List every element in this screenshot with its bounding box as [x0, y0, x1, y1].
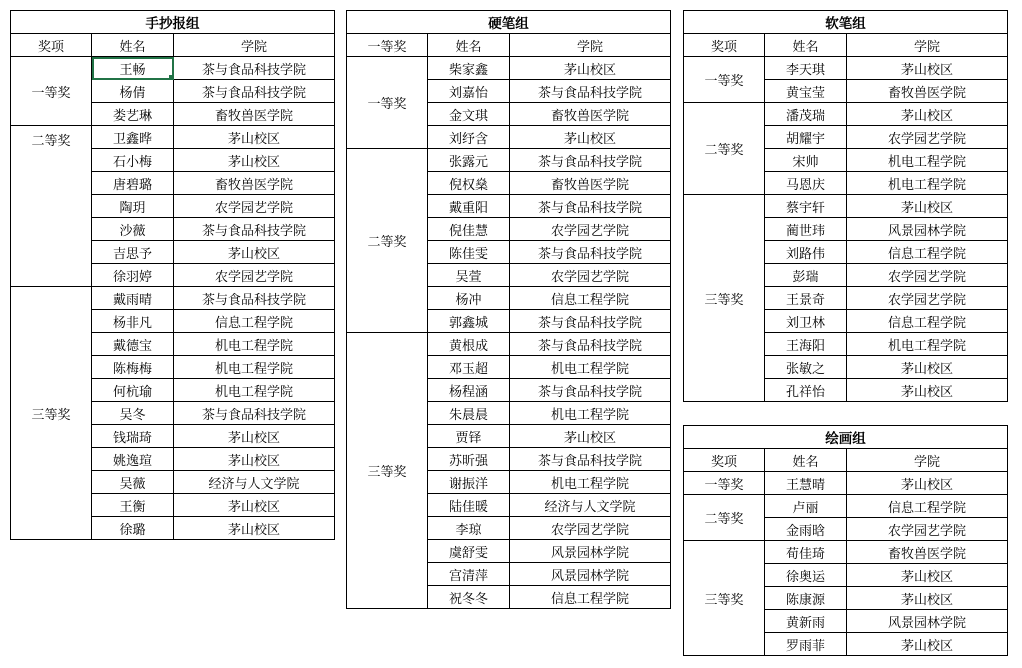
- name-cell[interactable]: 邓玉超: [428, 356, 510, 379]
- table-row: [11, 126, 335, 149]
- name-cell[interactable]: 姚逸瑄: [92, 448, 174, 471]
- college-cell[interactable]: 农学园艺学院: [510, 517, 671, 540]
- college-cell[interactable]: 畜牧兽医学院: [510, 103, 671, 126]
- table-row: [684, 103, 1008, 126]
- column-header-award: 奖项: [684, 449, 765, 472]
- name-cell[interactable]: 谢振洋: [428, 471, 510, 494]
- college-cell[interactable]: 农学园艺学院: [510, 218, 671, 241]
- name-cell[interactable]: 戴重阳: [428, 195, 510, 218]
- award-cell[interactable]: 一等奖: [684, 472, 765, 495]
- college-cell[interactable]: 茶与食品科技学院: [510, 149, 671, 172]
- column-header-college: 学院: [847, 34, 1008, 57]
- name-cell[interactable]: 胡耀宇: [765, 126, 847, 149]
- table-huihua: [683, 425, 1008, 656]
- college-cell[interactable]: 茶与食品科技学院: [174, 57, 335, 80]
- name-cell[interactable]: 祝冬冬: [428, 586, 510, 609]
- college-cell[interactable]: 茅山校区: [847, 379, 1008, 402]
- column-header-name: 姓名: [765, 449, 847, 472]
- name-cell[interactable]: 郭鑫城: [428, 310, 510, 333]
- name-cell[interactable]: 蔡宇轩: [765, 195, 847, 218]
- name-cell[interactable]: 吴萱: [428, 264, 510, 287]
- name-cell[interactable]: 石小梅: [92, 149, 174, 172]
- name-cell[interactable]: 吴冬: [92, 402, 174, 425]
- name-cell[interactable]: 彭瑞: [765, 264, 847, 287]
- college-cell[interactable]: 茶与食品科技学院: [510, 310, 671, 333]
- name-cell[interactable]: 卫鑫晔: [92, 126, 174, 149]
- college-cell[interactable]: 茅山校区: [174, 425, 335, 448]
- name-cell[interactable]: 卢丽: [765, 495, 847, 518]
- table-row: [684, 195, 1008, 218]
- award-cell[interactable]: 二等奖: [347, 149, 428, 333]
- college-cell[interactable]: 机电工程学院: [174, 379, 335, 402]
- name-cell[interactable]: 孔祥怡: [765, 379, 847, 402]
- name-cell[interactable]: 戴德宝: [92, 333, 174, 356]
- college-cell[interactable]: 茶与食品科技学院: [510, 241, 671, 264]
- college-cell[interactable]: 茅山校区: [174, 241, 335, 264]
- name-cell[interactable]: 李琼: [428, 517, 510, 540]
- column-header-award: 一等奖: [347, 34, 428, 57]
- name-cell[interactable]: 黄新雨: [765, 610, 847, 633]
- college-cell[interactable]: 茶与食品科技学院: [174, 218, 335, 241]
- column-header-award: 奖项: [11, 34, 92, 57]
- college-cell[interactable]: 机电工程学院: [510, 471, 671, 494]
- name-cell[interactable]: 王畅: [92, 57, 174, 80]
- college-cell[interactable]: 茅山校区: [174, 149, 335, 172]
- name-cell[interactable]: 唐碧璐: [92, 172, 174, 195]
- name-cell[interactable]: 吉思予: [92, 241, 174, 264]
- college-cell[interactable]: 农学园艺学院: [847, 126, 1008, 149]
- college-cell[interactable]: 风景园林学院: [510, 540, 671, 563]
- college-cell[interactable]: 农学园艺学院: [174, 264, 335, 287]
- award-cell[interactable]: 一等奖: [684, 57, 765, 103]
- college-cell[interactable]: 机电工程学院: [174, 333, 335, 356]
- college-cell[interactable]: 机电工程学院: [847, 149, 1008, 172]
- award-cell[interactable]: 二等奖: [684, 103, 765, 195]
- name-cell[interactable]: 朱晨晨: [428, 402, 510, 425]
- name-cell[interactable]: 陈康源: [765, 587, 847, 610]
- table-row: [347, 57, 671, 80]
- table-row: [684, 541, 1008, 564]
- name-cell[interactable]: 刘嘉怡: [428, 80, 510, 103]
- college-cell[interactable]: 茶与食品科技学院: [174, 80, 335, 103]
- college-cell[interactable]: 茅山校区: [847, 356, 1008, 379]
- college-cell[interactable]: 信息工程学院: [510, 287, 671, 310]
- college-cell[interactable]: 风景园林学院: [510, 563, 671, 586]
- name-cell[interactable]: 张露元: [428, 149, 510, 172]
- name-cell[interactable]: 倪权燊: [428, 172, 510, 195]
- name-cell[interactable]: 潘茂瑞: [765, 103, 847, 126]
- college-cell[interactable]: 信息工程学院: [847, 310, 1008, 333]
- name-cell[interactable]: 罗雨菲: [765, 633, 847, 656]
- college-cell[interactable]: 信息工程学院: [174, 310, 335, 333]
- name-cell[interactable]: 沙薇: [92, 218, 174, 241]
- college-cell[interactable]: 信息工程学院: [847, 495, 1008, 518]
- name-cell[interactable]: 杨倩: [92, 80, 174, 103]
- college-cell[interactable]: 茶与食品科技学院: [174, 402, 335, 425]
- name-cell[interactable]: 王慧晴: [765, 472, 847, 495]
- name-cell[interactable]: 刘路伟: [765, 241, 847, 264]
- college-cell[interactable]: 茅山校区: [510, 126, 671, 149]
- name-cell[interactable]: 虞舒雯: [428, 540, 510, 563]
- college-cell[interactable]: 茅山校区: [847, 195, 1008, 218]
- name-cell[interactable]: 李天琪: [765, 57, 847, 80]
- college-cell[interactable]: 茶与食品科技学院: [510, 333, 671, 356]
- name-cell[interactable]: 金雨晗: [765, 518, 847, 541]
- name-cell[interactable]: 徐奥运: [765, 564, 847, 587]
- college-cell[interactable]: 机电工程学院: [510, 402, 671, 425]
- name-cell[interactable]: 蔺世玮: [765, 218, 847, 241]
- college-cell[interactable]: 机电工程学院: [510, 356, 671, 379]
- table-row: [684, 472, 1008, 495]
- name-cell[interactable]: 王衡: [92, 494, 174, 517]
- table-row: [11, 287, 335, 310]
- name-cell[interactable]: 杨冲: [428, 287, 510, 310]
- name-cell[interactable]: 陈梅梅: [92, 356, 174, 379]
- award-cell[interactable]: 三等奖: [684, 195, 765, 402]
- name-cell[interactable]: 徐璐: [92, 517, 174, 540]
- college-cell[interactable]: 机电工程学院: [174, 356, 335, 379]
- college-cell[interactable]: 茶与食品科技学院: [174, 287, 335, 310]
- name-cell[interactable]: 马恩庆: [765, 172, 847, 195]
- name-cell[interactable]: 黄宝莹: [765, 80, 847, 103]
- name-cell[interactable]: 陆佳暖: [428, 494, 510, 517]
- table-title: 绘画组: [684, 426, 1008, 449]
- award-cell[interactable]: 三等奖: [684, 541, 765, 656]
- college-cell[interactable]: 茅山校区: [174, 517, 335, 540]
- name-cell[interactable]: 王海阳: [765, 333, 847, 356]
- college-cell[interactable]: 茅山校区: [847, 587, 1008, 610]
- name-cell[interactable]: 倪佳慧: [428, 218, 510, 241]
- name-cell[interactable]: 柴家鑫: [428, 57, 510, 80]
- award-cell[interactable]: 三等奖: [347, 333, 428, 609]
- table-row: [684, 57, 1008, 80]
- table-row: [11, 57, 335, 80]
- college-cell[interactable]: 信息工程学院: [510, 586, 671, 609]
- column-header-college: 学院: [847, 449, 1008, 472]
- college-cell[interactable]: 经济与人文学院: [510, 494, 671, 517]
- table-row: [347, 149, 671, 172]
- award-cell[interactable]: 三等奖: [11, 287, 92, 540]
- table-ruanbi: [683, 10, 1008, 402]
- column-header-college: 学院: [174, 34, 335, 57]
- college-cell[interactable]: 机电工程学院: [847, 333, 1008, 356]
- table-title: 手抄报组: [11, 11, 335, 34]
- college-cell[interactable]: 农学园艺学院: [847, 287, 1008, 310]
- column-header-name: 姓名: [765, 34, 847, 57]
- name-cell[interactable]: 张敏之: [765, 356, 847, 379]
- college-cell[interactable]: 茅山校区: [174, 126, 335, 149]
- college-cell[interactable]: 茅山校区: [510, 57, 671, 80]
- college-cell[interactable]: 茅山校区: [174, 494, 335, 517]
- name-cell[interactable]: 苏昕强: [428, 448, 510, 471]
- name-cell[interactable]: 钱瑞琦: [92, 425, 174, 448]
- college-cell[interactable]: 农学园艺学院: [847, 518, 1008, 541]
- name-cell[interactable]: 贾铎: [428, 425, 510, 448]
- name-cell[interactable]: 荀佳琦: [765, 541, 847, 564]
- college-cell[interactable]: 畜牧兽医学院: [510, 172, 671, 195]
- table-shouchaobao: [10, 10, 335, 540]
- name-cell[interactable]: 宋帅: [765, 149, 847, 172]
- name-cell[interactable]: 黄根成: [428, 333, 510, 356]
- award-cell[interactable]: 一等奖: [11, 57, 92, 126]
- college-cell[interactable]: 信息工程学院: [847, 241, 1008, 264]
- name-cell[interactable]: 杨程涵: [428, 379, 510, 402]
- college-cell[interactable]: 机电工程学院: [847, 172, 1008, 195]
- column-header-college: 学院: [510, 34, 671, 57]
- college-cell[interactable]: 畜牧兽医学院: [847, 80, 1008, 103]
- name-cell[interactable]: 王景奇: [765, 287, 847, 310]
- college-cell[interactable]: 茅山校区: [847, 57, 1008, 80]
- college-cell[interactable]: 风景园林学院: [847, 610, 1008, 633]
- table-title: 软笔组: [684, 11, 1008, 34]
- column-header-award: 奖项: [684, 34, 765, 57]
- college-cell[interactable]: 畜牧兽医学院: [174, 172, 335, 195]
- table-row: [347, 333, 671, 356]
- column-header-name: 姓名: [428, 34, 510, 57]
- name-cell[interactable]: 陶玥: [92, 195, 174, 218]
- name-cell[interactable]: 宫清萍: [428, 563, 510, 586]
- name-cell[interactable]: 娄艺琳: [92, 103, 174, 126]
- name-cell[interactable]: 刘卫林: [765, 310, 847, 333]
- college-cell[interactable]: 经济与人文学院: [174, 471, 335, 494]
- college-cell[interactable]: 农学园艺学院: [174, 195, 335, 218]
- award-cell[interactable]: 二等奖: [684, 495, 765, 541]
- college-cell[interactable]: 茅山校区: [847, 633, 1008, 656]
- college-cell[interactable]: 茶与食品科技学院: [510, 80, 671, 103]
- college-cell[interactable]: 茅山校区: [847, 564, 1008, 587]
- college-cell[interactable]: 茅山校区: [174, 448, 335, 471]
- college-cell[interactable]: 茶与食品科技学院: [510, 448, 671, 471]
- table-yingbi: [346, 10, 671, 609]
- college-cell[interactable]: 茶与食品科技学院: [510, 379, 671, 402]
- college-cell[interactable]: 茅山校区: [847, 103, 1008, 126]
- college-cell[interactable]: 茶与食品科技学院: [510, 195, 671, 218]
- college-cell[interactable]: 畜牧兽医学院: [174, 103, 335, 126]
- name-cell[interactable]: 刘纾含: [428, 126, 510, 149]
- award-cell[interactable]: 二等奖: [11, 126, 92, 287]
- name-cell[interactable]: 杨非凡: [92, 310, 174, 333]
- table-row: [684, 495, 1008, 518]
- award-cell[interactable]: 一等奖: [347, 57, 428, 149]
- name-cell[interactable]: 徐羽婷: [92, 264, 174, 287]
- name-cell[interactable]: 何杭瑜: [92, 379, 174, 402]
- college-cell[interactable]: 风景园林学院: [847, 218, 1008, 241]
- college-cell[interactable]: 农学园艺学院: [847, 264, 1008, 287]
- name-cell[interactable]: 金文琪: [428, 103, 510, 126]
- college-cell[interactable]: 农学园艺学院: [510, 264, 671, 287]
- college-cell[interactable]: 茅山校区: [510, 425, 671, 448]
- table-title: 硬笔组: [347, 11, 671, 34]
- name-cell[interactable]: 戴雨晴: [92, 287, 174, 310]
- column-header-name: 姓名: [92, 34, 174, 57]
- name-cell[interactable]: 陈佳雯: [428, 241, 510, 264]
- name-cell[interactable]: 吴薇: [92, 471, 174, 494]
- college-cell[interactable]: 茅山校区: [847, 472, 1008, 495]
- college-cell[interactable]: 畜牧兽医学院: [847, 541, 1008, 564]
